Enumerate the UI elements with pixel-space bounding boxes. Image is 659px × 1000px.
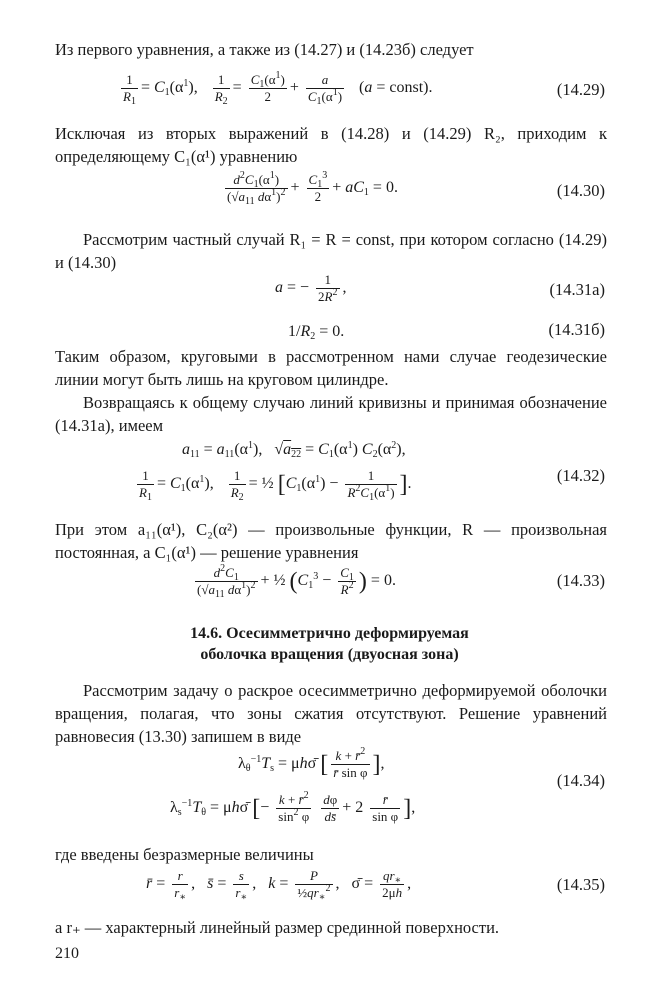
eq-number-14-34: (14.34): [556, 771, 605, 790]
eq-number-14-32: (14.32): [556, 466, 605, 485]
page-number: 210: [55, 945, 79, 962]
paragraph-2: Исключая из вторых выражений в (14.28) и (14.29) R₂, приходим к определяющему C₁(α¹) уравнению: [55, 124, 607, 166]
paragraph-4: Таким образом, круговыми в рассмотренном нами случае геодезические линии могут быть лишь на круговом цилиндре.: [55, 347, 607, 389]
paragraph-7: Рассмотрим задачу о раскрое осесимметрично деформируемой оболочки вращения, полагая, что зоны сжатия отсутствуют. Решение уравнений равновесия (13.30) запишем в виде: [55, 681, 607, 746]
eq-number-14-30: (14.30): [556, 181, 605, 200]
equation-14-31b: $1/R_2 = 0$.: [288, 323, 345, 342]
eq-number-14-35: (14.35): [556, 875, 605, 894]
equation-14-33: $\frac{d^2C_1}{(√a_{11} d\alpha^1)^2}$ + ½ ($C_1^3$ − $\frac{C_1}{R^2}$ ) = 0.: [197, 563, 396, 600]
equation-14-29: $\frac{1}{R_1}$ = $C_1(\alpha^1)$, $\frac{1}{R_2}$ = $\frac{C_1(\alpha^1)}{2}$ + $\frac{a}{C_1(\alpha^1)}$ (a = const).: [123, 70, 433, 107]
eq-number-14-29: (14.29): [556, 80, 605, 99]
equation-14-30: $\frac{d^2C_1(\alpha^1)}{(√a_{11} d\alpha^1)^2}$ + $\frac{C_1^3}{2}$ + $aC_1 = 0$.: [227, 170, 398, 207]
eq-number-14-31b: (14.31б): [548, 320, 605, 339]
section-title-line-1: 14.6. Осесимметрично деформируемая: [190, 625, 469, 642]
equation-14-35: r̄ = $\frac{r}{r_∗}$ , s̄ = $\frac{s}{r_∗}$ , k = $\frac{P}{\frac{1}{2}qr_∗^2}$ , σ̄ = $\frac{qr_∗}{2\mu h}$ ,: [146, 868, 412, 903]
equation-14-31a: a = − $\frac{1}{2R^2}$ ,: [275, 272, 347, 304]
paragraph-5: Возвращаясь к общему случаю линий кривизны и принимая обозначение (14.31а), имеем: [55, 393, 607, 435]
eq-number-14-33: (14.33): [556, 571, 605, 590]
paragraph-6: При этом a₁₁(α¹), C₂(α²) — произвольные функции, R — произвольная постоянная, а C₁(α¹) — решение уравнения: [55, 520, 607, 562]
eq-number-14-31a: (14.31а): [549, 280, 605, 299]
equation-14-34-line2: $\lambda_s^{-1}T_\theta$ = μhσ̄ [− $\frac{k + r̄^2}{\sin^2 \varphi}$ $\frac{d\varphi}{ds̄}$ + 2 $\frac{r̄}{\text{sin φ}}$ ],: [170, 790, 416, 824]
paragraph-3: Рассмотрим частный случай R₁ = R = const, при котором согласно (14.29) и (14.30): [55, 230, 607, 272]
section-title-line-2: оболочка вращения (двуосная зона): [200, 646, 459, 663]
paragraph-9: а r₊ — характерный линейный размер срединной поверхности.: [55, 918, 500, 937]
paragraph-8: где введены безразмерные величины: [55, 845, 314, 864]
equation-14-32-line1: $a_{11} = a_{11}(\alpha^1)$, $√a_{22} = C_1(\alpha^1)$ $C_2(\alpha^2)$,: [182, 440, 406, 460]
paragraph-1: Из первого уравнения, а также из (14.27) и (14.23б) следует: [55, 40, 474, 59]
equation-14-34-line1: $\lambda_\theta^{-1}T_s$ = μhσ̄ [ $\frac{k + r̄^2}{\text{r̄ sin φ}}$ ],: [238, 746, 385, 780]
equation-14-32-line2: $\frac{1}{R_1}$ = $C_1(\alpha^1)$, $\frac{1}{R_2}$ = ½ [$C_1(\alpha^1)$ − $\frac{1}{R^2C_1(\alpha^1)}$ ].: [139, 468, 412, 503]
